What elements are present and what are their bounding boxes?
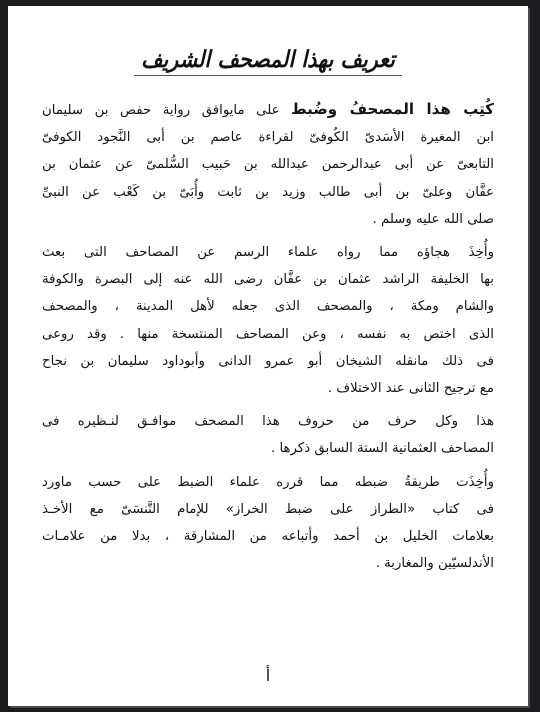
document-body [42,96,494,583]
paragraph-2 [42,239,494,402]
text-line: وأُخِذَت طريقةُ ضبطه مما قرره علماء الضبط على حسب ماورد [42,474,494,490]
page-title: تعريف بهذا المصحف الشريف [134,46,402,76]
text-line: فى كتاب «الطراز على ضبط الخراز» للإمام التَّنسَىّ مع الأخـذ [42,501,494,517]
lead-phrase: كُتِب هذا المصحفُ وضُبط [291,100,494,118]
text-line: التابعىّ عن أبى عبدالرحمن عبدالله بن حَبيب السُّلمىّ عن عثمان بن [42,157,494,173]
text-line [42,96,494,124]
line-text: على مايوافق رواية حفص بن سليمان [42,103,280,118]
text-line: صلى الله عليه وسلم . [372,211,494,227]
text-line: وأُخِذَ هجاؤه مما رواه علماء الرسم عن المصاحف التى بعث [42,245,494,261]
text-line: بعلامات الخليل بن أحمد وأتباعه من المشارقة ، بدلا من علامـات [42,529,494,545]
text-line: مع ترجيح الثانى عند الاختلاف . [327,381,494,397]
title-block [8,46,528,76]
paragraph-3 [42,408,494,462]
page-number: أ [265,666,271,685]
text-line: والشام ومكة ، والمصحف الذى جعله لأهل المدينة ، والمصحف [42,299,494,315]
paragraph-4 [42,469,494,578]
text-line: الأندلسيّين والمغاربة . [375,556,494,572]
text-line: عفَّان وعلىّ بن أبى طالب وزيد بن ثابت وأُبَىّ بن كَعْب عن النبىِّ [42,184,494,200]
text-line: فى ذلك مانقله الشيخان أبو عمرو الدانى وأبوداود سليمان بن نجاح [42,353,494,369]
text-line: هذا وكل حرف من حروف هذا المصحف موافـق لنـظيره فى [42,414,494,430]
document-page [8,6,528,706]
text-line: الذى اختص به نفسه ، وعن المصاحف المنتسخة منها . وقد روعى [42,326,494,342]
text-line: بها الخليفة الراشد عثمان بن عفَّان رضى الله عنه إلى البصرة والكوفة [42,272,494,288]
text-line: ابن المغيرة الأسَدىّ الكُوفىّ لقراءة عاصم بن أبى النَّجود الكوفىّ [42,130,494,146]
paragraph-1 [42,96,494,233]
text-line: المصاحف العثمانية الستة السابق ذكرها . [271,441,494,457]
